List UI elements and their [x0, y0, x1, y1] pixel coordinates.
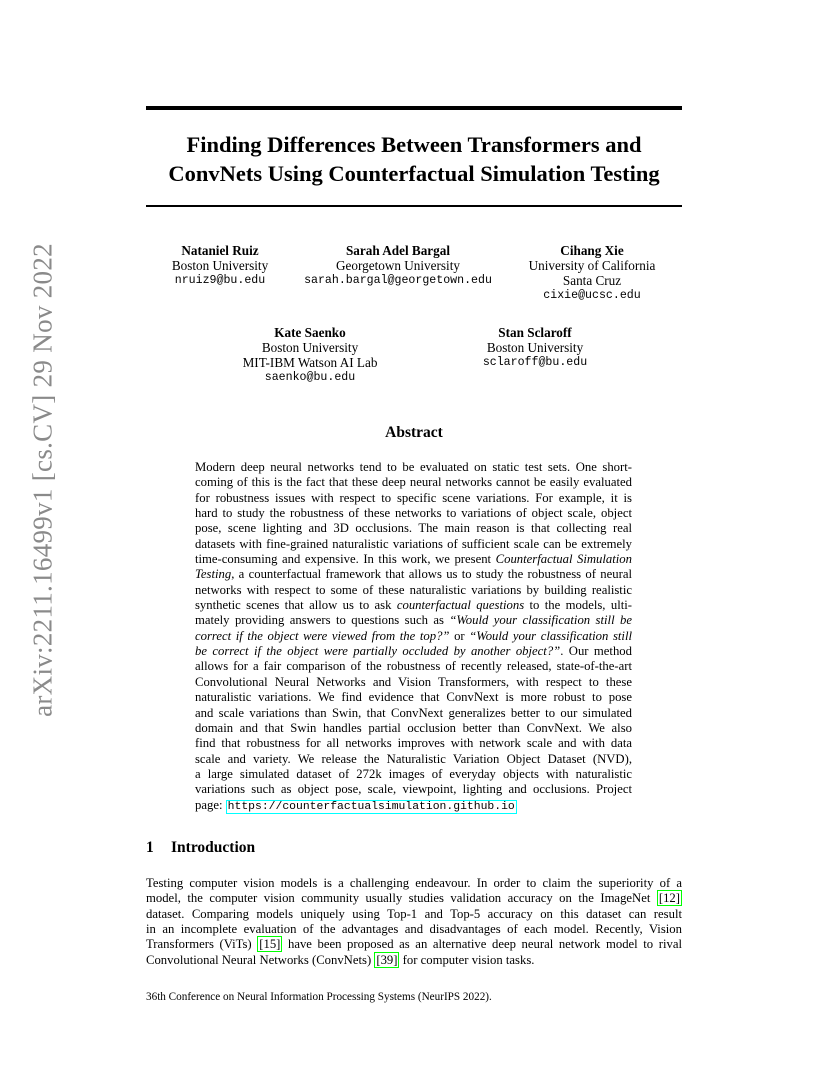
abstract-line: naturalistic variations. We find evidence that ConvNext is more robust to pose — [195, 690, 632, 705]
abstract-line: find that robustness for all networks improves with network scale and with data — [195, 736, 632, 751]
author-block-bargal — [288, 243, 508, 288]
author-affiliation: University of California — [528, 258, 656, 273]
author-affiliation-line-2: MIT-IBM Watson AI Lab — [242, 355, 378, 370]
section-heading-introduction — [146, 839, 255, 857]
emphasis: Testing — [195, 567, 232, 582]
abstract-line: coming of this is the fact that these deep neural networks cannot be easily evaluated — [195, 475, 632, 490]
conference-footnote: 36th Conference on Neural Information Processing Systems (NeurIPS 2022). — [146, 991, 492, 1003]
abstract-line: page: https://counterfactualsimulation.github.io — [195, 797, 515, 813]
author-block-sclaroff — [460, 325, 610, 370]
abstract-line: domain and that Swin handles partial occlusion better than ConvNext. We also — [195, 720, 632, 735]
arxiv-id-text: arXiv:2211.16499v1 [cs.CV] 29 Nov 2022 — [27, 243, 58, 717]
abstract-line: correct if the object were viewed from the top?” or “Would your classification still — [195, 628, 632, 643]
emphasis: correct if the object were viewed from the top?” — [195, 628, 450, 643]
intro-line: Transformers (ViTs) [15] have been proposed as an alternative deep neural network model to rival — [146, 937, 682, 952]
author-affiliation: Georgetown University — [336, 258, 460, 273]
author-email[interactable]: saenko@bu.edu — [264, 371, 356, 384]
abstract-line: Modern deep neural networks tend to be evaluated on static test sets. One short- — [195, 460, 632, 474]
abstract-heading: Abstract — [385, 424, 443, 441]
emphasis: counterfactual questions — [396, 598, 525, 613]
emphasis: “Would your classification still be — [449, 613, 632, 628]
author-email[interactable]: sclaroff@bu.edu — [482, 356, 588, 369]
abstract-line: time-consuming and expensive. In this work, we present Counterfactual Simulation — [195, 552, 632, 567]
author-name: Nataniel Ruiz — [181, 243, 259, 258]
intro-line: in an incomplete evaluation of the advantages and disadvantages of each model. Recently, Vision — [146, 922, 682, 937]
abstract-line: synthetic scenes that allow us to ask counterfactual questions to the models, ulti- — [195, 598, 632, 613]
intro-line: dataset. Comparing models uniquely using Top-1 and Top-5 accuracy on this dataset can result — [146, 906, 682, 921]
author-name: Stan Sclaroff — [498, 325, 572, 340]
author-email[interactable]: sarah.bargal@georgetown.edu — [304, 274, 492, 287]
emphasis: be correct if the object were partially occluded by another object?” — [195, 644, 561, 659]
intro-line: model, the computer vision community usually studies validation accuracy on the ImageNet [12] — [146, 891, 680, 906]
section-number: 1 — [146, 839, 154, 856]
abstract-line: allows for a fair comparison of the robustness of recently released, state-of-the-art — [195, 659, 632, 674]
abstract-line: pose, scene lighting and 3D occlusions. The main reason is that collecting real — [195, 521, 632, 536]
project-page-link[interactable]: https://counterfactualsimulation.github.io — [227, 800, 515, 813]
citation-link[interactable]: [12] — [658, 891, 680, 906]
author-email[interactable]: nruiz9@bu.edu — [174, 274, 266, 287]
author-affiliation: Boston University — [486, 340, 584, 355]
abstract-line: scale and variety. We release the Naturalistic Variation Object Dataset (NVD), — [195, 751, 632, 766]
title-bottom-rule — [146, 205, 682, 207]
abstract-line: variations such as object pose, scale, viewpoint, lighting and occlusions. Project — [195, 782, 632, 797]
author-name: Kate Saenko — [274, 325, 346, 340]
title-line-1: Finding Differences Between Transformers and — [186, 132, 642, 157]
author-name: Sarah Adel Bargal — [345, 243, 451, 258]
abstract-line: Testing, a counterfactual framework that allows us to study the robustness of neural — [195, 567, 632, 582]
title-top-rule — [146, 106, 682, 110]
author-block-xie — [512, 243, 672, 303]
abstract-line: datasets with fine-grained naturalistic variations of sufficient scale can be extremely — [195, 536, 632, 551]
citation-link[interactable]: [39] — [376, 952, 398, 967]
abstract-line: and scale variations than Swin, that ConvNext generalizes better to our simulated — [195, 705, 632, 720]
introduction-body — [146, 876, 682, 968]
abstract-line: be correct if the object were partially occluded by another object?”. Our method — [195, 644, 632, 659]
emphasis: “Would your classification still — [469, 628, 632, 643]
author-block-ruiz — [150, 243, 290, 288]
author-affiliation: Boston University — [261, 340, 359, 355]
abstract-line: networks with respect to some of these naturalistic variations by building realistic — [195, 582, 632, 597]
abstract-line: mately providing answers to questions such as “Would your classification still be — [195, 613, 632, 628]
intro-line: Convolutional Neural Networks (ConvNets) [39] for computer vision tasks. — [146, 952, 535, 967]
abstract-body — [195, 460, 632, 815]
author-name: Cihang Xie — [560, 243, 624, 258]
emphasis: Counterfactual Simulation — [495, 552, 632, 567]
author-email[interactable]: cixie@ucsc.edu — [543, 289, 641, 302]
citation-link[interactable]: [15] — [259, 937, 281, 952]
abstract-line: a large simulated dataset of 272k images of everyday objects with naturalistic — [195, 766, 632, 781]
intro-line: Testing computer vision models is a challenging endeavour. In order to claim the superiority of a — [146, 876, 682, 890]
section-title: Introduction — [171, 839, 256, 856]
author-affiliation-line-2: Santa Cruz — [562, 273, 622, 288]
author-affiliation: Boston University — [171, 258, 269, 273]
abstract-line: Convolutional Neural Networks and Vision Transformers, with respect to these — [195, 674, 632, 689]
abstract-line: hard to study the robustness of these networks to variations of object scale, object — [195, 506, 632, 521]
title-line-2: ConvNets Using Counterfactual Simulation Testing — [168, 161, 660, 186]
paper-title — [146, 130, 682, 188]
abstract-line: for robustness issues with respect to specific scene variations. For example, it is — [195, 490, 632, 505]
author-block-saenko — [220, 325, 400, 385]
